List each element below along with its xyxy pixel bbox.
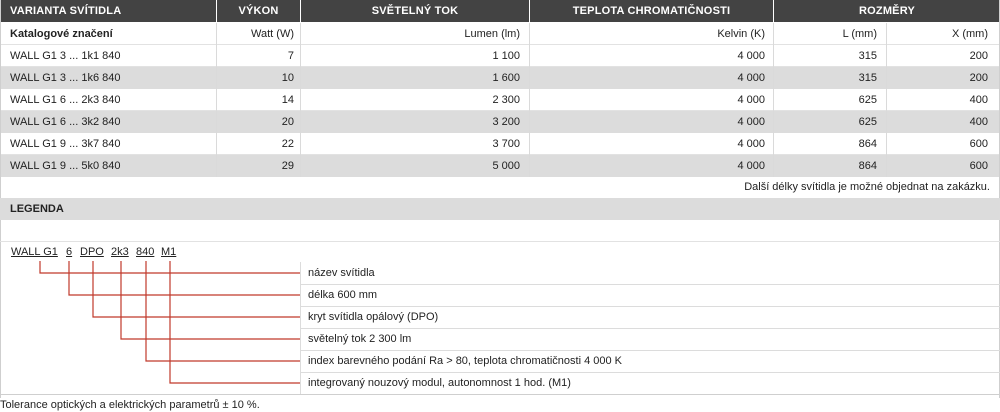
code-emergency: M1 (161, 246, 177, 258)
header-cct: TEPLOTA CHROMATIČNOSTI (529, 0, 773, 22)
cell-lumen: 1 600 (492, 72, 520, 84)
code-cover: DPO (80, 246, 104, 258)
bottom-border (0, 394, 1000, 395)
cell-l: 625 (858, 116, 877, 128)
cell-lumen: 5 000 (492, 160, 520, 172)
connector-lines (40, 261, 300, 383)
cell-name: WALL G1 6 ... 2k3 840 (10, 94, 121, 106)
cell-x: 200 (969, 50, 988, 62)
tolerance-note: Tolerance optických a elektrických parametrů ± 10 %. (0, 399, 260, 411)
subheader-l: L (mm) (842, 28, 877, 40)
cell-kelvin: 4 000 (737, 72, 765, 84)
cell-name: WALL G1 9 ... 3k7 840 (10, 138, 121, 150)
cell-x: 200 (969, 72, 988, 84)
legend-divider (300, 284, 1000, 285)
header-power: VÝKON (216, 0, 300, 22)
legend-desc-length: délka 600 mm (308, 289, 378, 301)
cell-lumen: 3 700 (492, 138, 520, 150)
cell-kelvin: 4 000 (737, 116, 765, 128)
cell-lumen: 2 300 (492, 94, 520, 106)
legend-title-text: LEGENDA (10, 203, 64, 215)
cell-name: WALL G1 6 ... 3k2 840 (10, 116, 121, 128)
cell-kelvin: 4 000 (737, 138, 765, 150)
cell-lumen: 1 100 (492, 50, 520, 62)
legend-desc-emergency: integrovaný nouzový modul, autonomnost 1 hod. (M1) (308, 377, 571, 389)
subheader-watt: Watt (W) (251, 28, 294, 40)
subheader-kelvin: Kelvin (K) (717, 28, 765, 40)
header-flux: SVĚTELNÝ TOK (300, 0, 529, 22)
legend-vertical (300, 262, 301, 394)
cell-x: 600 (969, 160, 988, 172)
subheader-lumen: Lumen (lm) (464, 28, 520, 40)
header-dims: ROZMĚRY (773, 0, 1000, 22)
cell-name: WALL G1 3 ... 1k1 840 (10, 50, 121, 62)
connector-line (69, 261, 300, 295)
cell-x: 400 (969, 116, 988, 128)
subheader-x: X (mm) (951, 28, 988, 40)
header-variant: VARIANTA SVÍTIDLA (0, 0, 216, 22)
code-flux: 2k3 (111, 246, 129, 258)
legend-desc-cover: kryt svítidla opálový (DPO) (308, 311, 439, 323)
legend-desc-flux: světelný tok 2 300 lm (308, 333, 412, 345)
cell-lumen: 3 200 (492, 116, 520, 128)
cell-watt: 7 (287, 50, 294, 62)
cell-kelvin: 4 000 (737, 160, 765, 172)
cell-name: WALL G1 9 ... 5k0 840 (10, 160, 121, 172)
connector-line (93, 261, 300, 317)
order-note: Další délky svítidla je možné objednat na zakázku. (744, 181, 990, 193)
cell-l: 315 (858, 72, 877, 84)
cell-l: 864 (858, 160, 877, 172)
cell-x: 400 (969, 94, 988, 106)
cell-name: WALL G1 3 ... 1k6 840 (10, 72, 121, 84)
cell-watt: 22 (281, 138, 294, 150)
legend-desc-cri: index barevného podání Ra > 80, teplota chromatičnosti 4 000 K (308, 355, 623, 367)
code-wall-g1: WALL G1 (11, 246, 58, 258)
connector-line (146, 261, 300, 361)
cell-watt: 29 (281, 160, 294, 172)
cell-watt: 20 (281, 116, 294, 128)
cell-watt: 14 (281, 94, 294, 106)
cell-kelvin: 4 000 (737, 50, 765, 62)
cell-x: 600 (969, 138, 988, 150)
cell-l: 315 (858, 50, 877, 62)
cell-watt: 10 (281, 72, 294, 84)
code-length: 6 (66, 246, 73, 258)
cell-kelvin: 4 000 (737, 94, 765, 106)
subheader-catalog: Katalogové značení (10, 28, 113, 40)
code-cri: 840 (136, 246, 155, 258)
cell-l: 625 (858, 94, 877, 106)
connector-line (170, 261, 300, 383)
cell-l: 864 (858, 138, 877, 150)
legend-desc-name: název svítidla (308, 267, 375, 279)
